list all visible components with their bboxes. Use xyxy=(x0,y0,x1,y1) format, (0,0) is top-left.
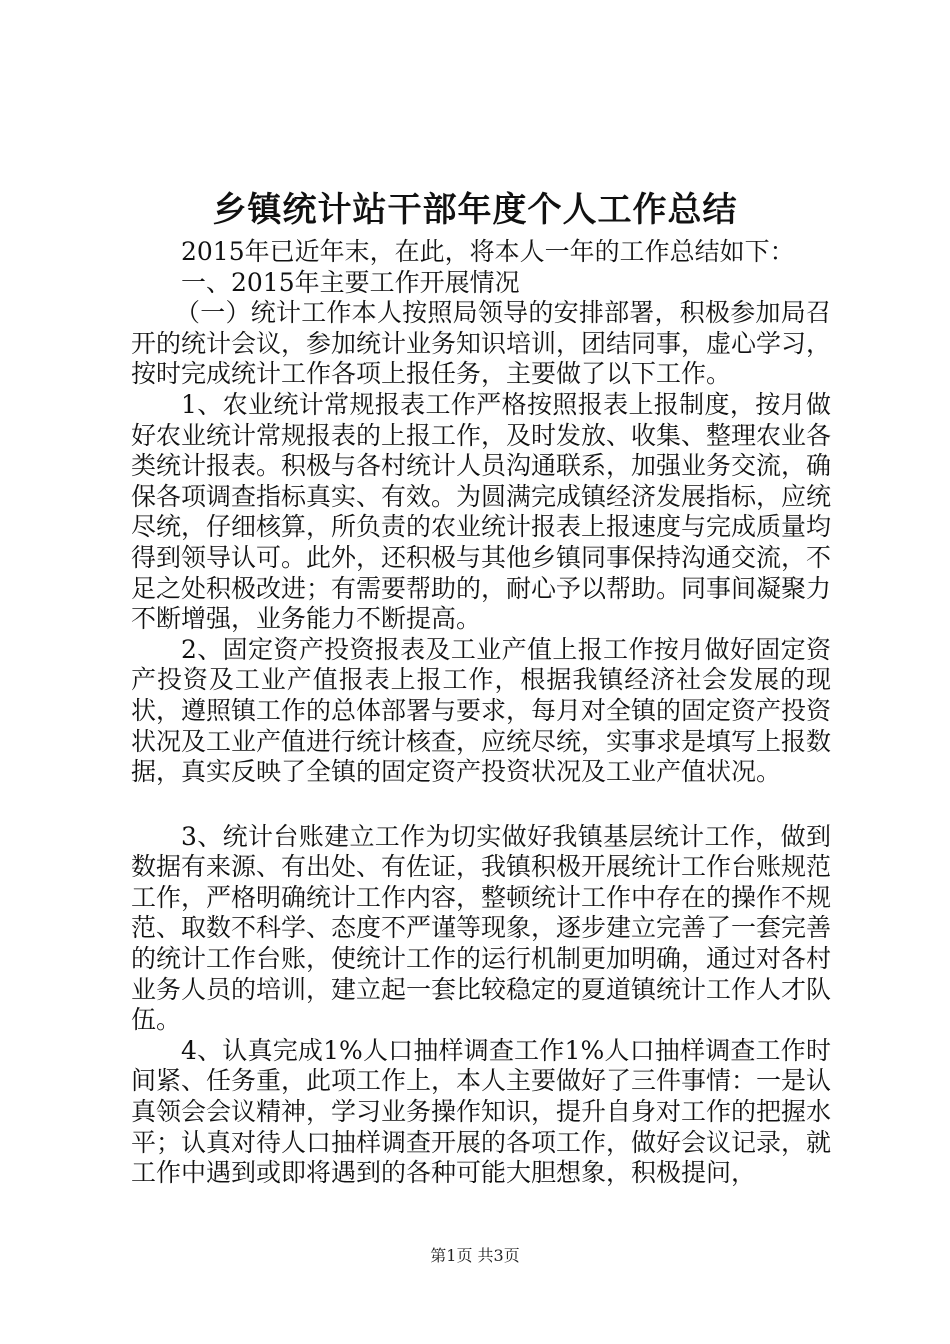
page-footer: 第1页 共3页 xyxy=(430,1246,520,1265)
intro-paragraph: 2015年已近年末，在此，将本人一年的工作总结如下： xyxy=(181,237,795,266)
section-heading: 一、2015年主要工作开展情况 xyxy=(181,267,520,297)
item-3-paragraph: 3、统计台账建立工作为切实做好我镇基层统计工作，做到数据有来源、有出处、有佐证，我镇积极开展统计工作台账规范工作，严格明确统计工作内容，整顿统计工作中存在的操作不规范、取数不科学、态度不严谨等现象，逐步建立完善了一套完善的统计工作台账，使统计工作的运行机制更加明确，通过对各村业务人员的培训，建立起一套比较稳定的夏道镇统计工作人才队伍。 xyxy=(131,821,832,1035)
document-body xyxy=(131,237,831,1189)
item-1-paragraph: 1、农业统计常规报表工作严格按照报表上报制度，按月做好农业统计常规报表的上报工作，及时发放、收集、整理农业各类统计报表。积极与各村统计人员沟通联系，加强业务交流，确保各项调查指标真实、有效。为圆满完成镇经济发展指标，应统尽统，仔细核算，所负责的农业统计报表上报速度与完成质量均得到领导认可。此外，还积极与其他乡镇同事保持沟通交流，不足之处积极改进；有需要帮助的，耐心予以帮助。同事间凝聚力不断增强，业务能力不断提高。 xyxy=(131,389,832,634)
subsection-paragraph: （一）统计工作本人按照局领导的安排部署，积极参加局召开的统计会议，参加统计业务知识培训，团结同事，虚心学习，按时完成统计工作各项上报任务，主要做了以下工作。 xyxy=(131,298,832,389)
item-2-paragraph: 2、固定资产投资报表及工业产值上报工作按月做好固定资产投资及工业产值报表上报工作，根据我镇经济社会发展的现状，遵照镇工作的总体部署与要求，每月对全镇的固定资产投资状况及工业产值进行统计核查，应统尽统，实事求是填写上报数据，真实反映了全镇的固定资产投资状况及工业产值状况。 xyxy=(131,634,832,787)
document-title: 乡镇统计站干部年度个人工作总结 xyxy=(212,190,738,230)
paragraph-gap xyxy=(131,788,831,822)
item-4-paragraph: 4、认真完成1%人口抽样调查工作1%人口抽样调查工作时间紧、任务重，此项工作上，本人主要做好了三件事情：一是认真领会会议精神，学习业务操作知识，提升自身对工作的把握水平；认真对待人口抽样调查开展的各项工作，做好会议记录，就工作中遇到或即将遇到的各种可能大胆想象，积极提问， xyxy=(131,1035,832,1188)
